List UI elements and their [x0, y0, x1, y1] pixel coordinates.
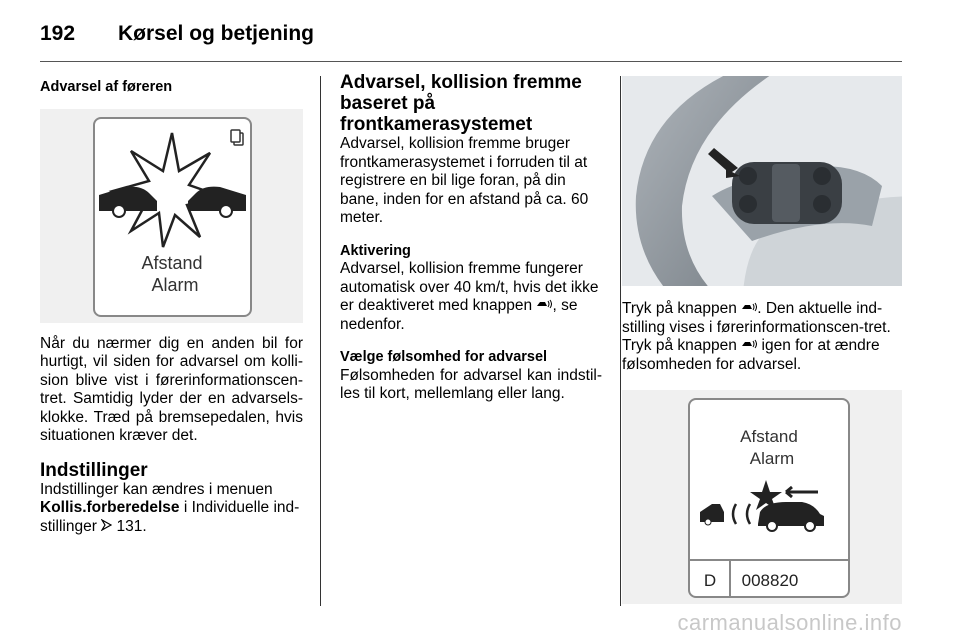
- paragraph-collision-warning: Når du nærmer dig en anden bil for hurtigt, vil siden for advarsel om kolli-sion blive vist i førerinformationscen-tret. Samtidig lyder der en advarsels-klokke. Træd på bremsepedalen, hvis situationen kræver det.: [40, 334, 303, 444]
- own-car-icon: [700, 504, 724, 522]
- press-text-c: igen for at ændre følsomheden for advarsel.: [622, 337, 880, 373]
- rocker-switch[interactable]: [772, 164, 800, 222]
- figure2-text-line1: Afstand: [740, 427, 798, 446]
- activation-text-b: , se nedenfor.: [340, 297, 578, 333]
- paragraph-settings: [40, 481, 303, 537]
- page-reference-arrow-icon: [101, 519, 112, 531]
- collision-alert-button-icon: [741, 301, 757, 313]
- column-divider-2: [620, 76, 621, 606]
- page-number: 192: [40, 22, 76, 45]
- display-panel-2: [688, 398, 850, 598]
- column-1: [40, 72, 303, 536]
- steering-wheel-figure: [622, 76, 902, 286]
- limiter-button[interactable]: [813, 195, 831, 213]
- steering-wheel-illustration: [622, 76, 902, 286]
- subheading-driver-warning: Advarsel af føreren: [40, 79, 173, 95]
- display-panel: [93, 117, 252, 317]
- sensitivity-display-figure: [622, 390, 902, 604]
- subheading-activation: Aktivering: [340, 242, 411, 259]
- settings-text-b: i Individuelle ind-stillinger: [40, 499, 300, 535]
- column-2: [340, 72, 602, 404]
- chapter-title: Kørsel og betjening: [118, 22, 315, 45]
- collision-alert-button-icon: [741, 338, 757, 350]
- figure-text-line1: Afstand: [141, 252, 203, 273]
- figure-text-line2: Alarm: [151, 274, 199, 295]
- header-rule: [40, 61, 902, 62]
- arrow-left-icon: [786, 487, 818, 497]
- paragraph-activation: [340, 260, 602, 334]
- copy-icon: [231, 130, 243, 145]
- alert-button[interactable]: [739, 167, 757, 185]
- collision-graphic: [95, 119, 250, 315]
- collision-alert-button-icon: [536, 298, 552, 310]
- paragraph-camera-system: Advarsel, kollision fremme bruger frontkamerasystemet i forruden til at registrere en bil lige foran, på din bane, inden for en afstand på ca. 60 meter.: [340, 135, 589, 226]
- column-divider-1: [320, 76, 321, 606]
- cancel-button[interactable]: [813, 167, 831, 185]
- cruise-button[interactable]: [739, 195, 757, 213]
- signal-wave-icon: [733, 504, 750, 524]
- paragraph-sensitivity: Følsomheden for advarsel kan indstil-les til kort, mellemlang eller lang.: [340, 366, 602, 402]
- collision-alert-figure: [40, 109, 303, 323]
- press-text-a: Tryk på knappen: [622, 300, 737, 317]
- watermark: carmanualsonline.info: [677, 610, 902, 635]
- column-3: [622, 72, 902, 604]
- page-reference[interactable]: 131.: [116, 517, 147, 535]
- settings-text-a: Indstillinger kan ændres i menuen: [40, 480, 273, 498]
- odometer-readout: 008820: [741, 571, 799, 590]
- gear-indicator: D: [703, 571, 717, 590]
- heading-settings: Indstillinger: [40, 459, 148, 481]
- subheading-sensitivity: Vælge følsomhed for advarsel: [340, 349, 548, 365]
- press-text-b: . Den aktuelle ind-stilling vises i førerinformationscen-tret. Tryk på knappen: [622, 300, 891, 354]
- menu-name: Kollis.forberedelse: [40, 499, 180, 516]
- activation-text-a: Advarsel, kollision fremme fungerer automatisk over 40 km/t, hvis det ikke er deaktiveret med knappen: [340, 260, 599, 314]
- page-header: [40, 22, 314, 46]
- heading-forward-collision: Advarsel, kollision fremme baseret på frontkamerasystemet: [340, 72, 582, 135]
- paragraph-press-button: [622, 300, 902, 374]
- sensitivity-graphic: [690, 400, 848, 596]
- figure2-text-line2: Alarm: [749, 449, 795, 468]
